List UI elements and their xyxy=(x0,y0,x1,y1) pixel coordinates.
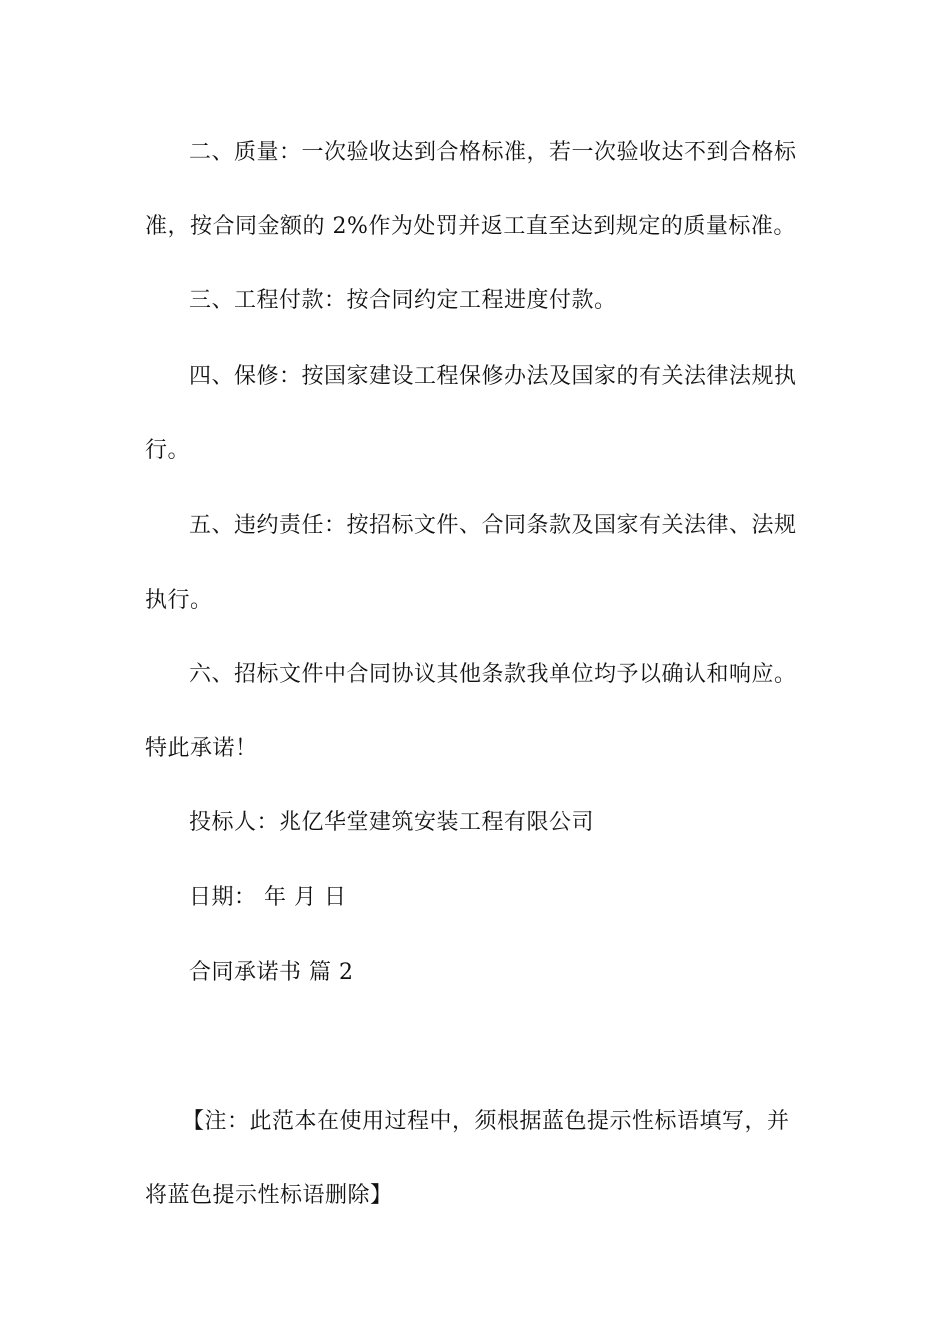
clause-liability-line-1: 五、违约责任：按招标文件、合同条款及国家有关法律、法规 xyxy=(189,513,797,538)
clause-other-terms: 六、招标文件中合同协议其他条款我单位均予以确认和响应。 xyxy=(189,662,797,687)
date-line: 日期： 年 月 日 xyxy=(189,885,347,910)
clause-payment: 三、工程付款：按合同约定工程进度付款。 xyxy=(189,288,617,313)
bidder-line: 投标人：兆亿华堂建筑安装工程有限公司 xyxy=(189,810,595,835)
clause-warranty-line-2: 行。 xyxy=(145,438,191,463)
clause-warranty-line-1: 四、保修：按国家建设工程保修办法及国家的有关法律法规执 xyxy=(189,364,797,389)
clause-quality-line-1: 二、质量：一次验收达到合格标准，若一次验收达不到合格标 xyxy=(189,140,797,165)
clause-quality-line-2: 准，按合同金额的 2%作为处罚并返工直至达到规定的质量标准。 xyxy=(145,214,796,239)
hereby-promise: 特此承诺！ xyxy=(145,736,258,761)
note-line-1: 【注：此范本在使用过程中，须根据蓝色提示性标语填写，并 xyxy=(182,1109,790,1134)
clause-liability-line-2: 执行。 xyxy=(145,588,213,613)
note-line-2: 将蓝色提示性标语删除】 xyxy=(145,1183,393,1208)
section-heading: 合同承诺书 篇 2 xyxy=(189,960,354,985)
